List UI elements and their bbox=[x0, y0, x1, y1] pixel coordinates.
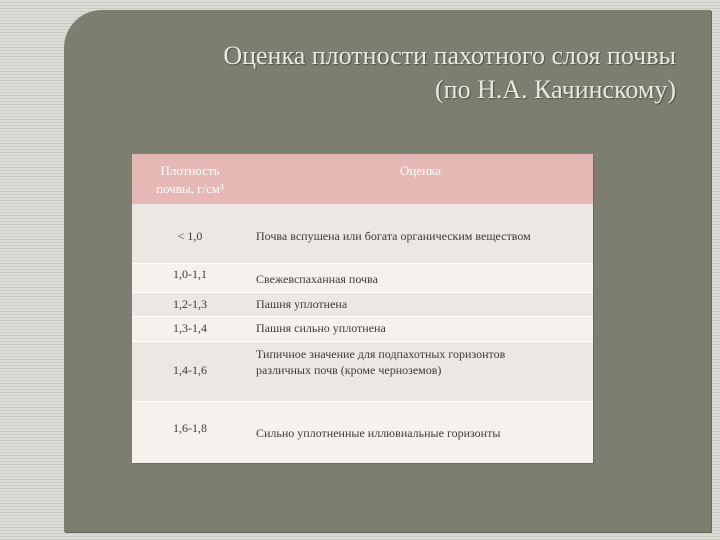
slide-title bbox=[116, 39, 676, 107]
assessment-cell bbox=[256, 296, 586, 312]
assessment-line-1: Свежевспаханная почва bbox=[256, 272, 378, 286]
assessment-line-1: Почва вспушена или богата органическим веществом bbox=[256, 229, 531, 243]
density-cell: < 1,0 bbox=[177, 229, 203, 243]
slide-title-line-1: Оценка плотности пахотного слоя почвы bbox=[223, 41, 676, 70]
density-cell: 1,2-1,3 bbox=[173, 297, 207, 311]
header-assessment: Оценка bbox=[400, 163, 441, 178]
table-row bbox=[132, 263, 593, 292]
assessment-line-1: Пашня уплотнена bbox=[256, 297, 348, 311]
assessment-line-1: Пашня сильно уплотнена bbox=[256, 321, 386, 335]
slide-title-line-2: (по Н.А. Качинскому) bbox=[435, 75, 676, 104]
assessment-line-2: различных почв (кроме черноземов) bbox=[256, 363, 442, 377]
assessment-line-1: Сильно уплотненные иллювиальные горизонты bbox=[256, 426, 501, 440]
density-cell: 1,0-1,1 bbox=[173, 267, 207, 281]
table-header-row bbox=[132, 154, 593, 204]
header-density-line-1: Плотность bbox=[160, 163, 220, 178]
assessment-cell bbox=[256, 346, 586, 378]
assessment-cell bbox=[256, 271, 586, 287]
table-row bbox=[132, 292, 593, 316]
density-cell: 1,4-1,6 bbox=[173, 363, 207, 377]
assessment-line-1: Типичное значение для подпахотных горизонтов bbox=[256, 347, 506, 361]
header-density-line-2: почвы, г/см³ bbox=[156, 181, 224, 196]
table-row bbox=[132, 204, 593, 263]
table-row bbox=[132, 341, 593, 401]
assessment-cell bbox=[256, 228, 586, 244]
header-density bbox=[132, 162, 248, 198]
assessment-cell bbox=[256, 320, 586, 336]
table-row bbox=[132, 401, 593, 463]
table-row bbox=[132, 316, 593, 341]
density-cell: 1,6-1,8 bbox=[173, 421, 207, 435]
density-cell: 1,3-1,4 bbox=[173, 321, 207, 335]
density-table bbox=[132, 154, 593, 463]
assessment-cell bbox=[256, 425, 586, 441]
